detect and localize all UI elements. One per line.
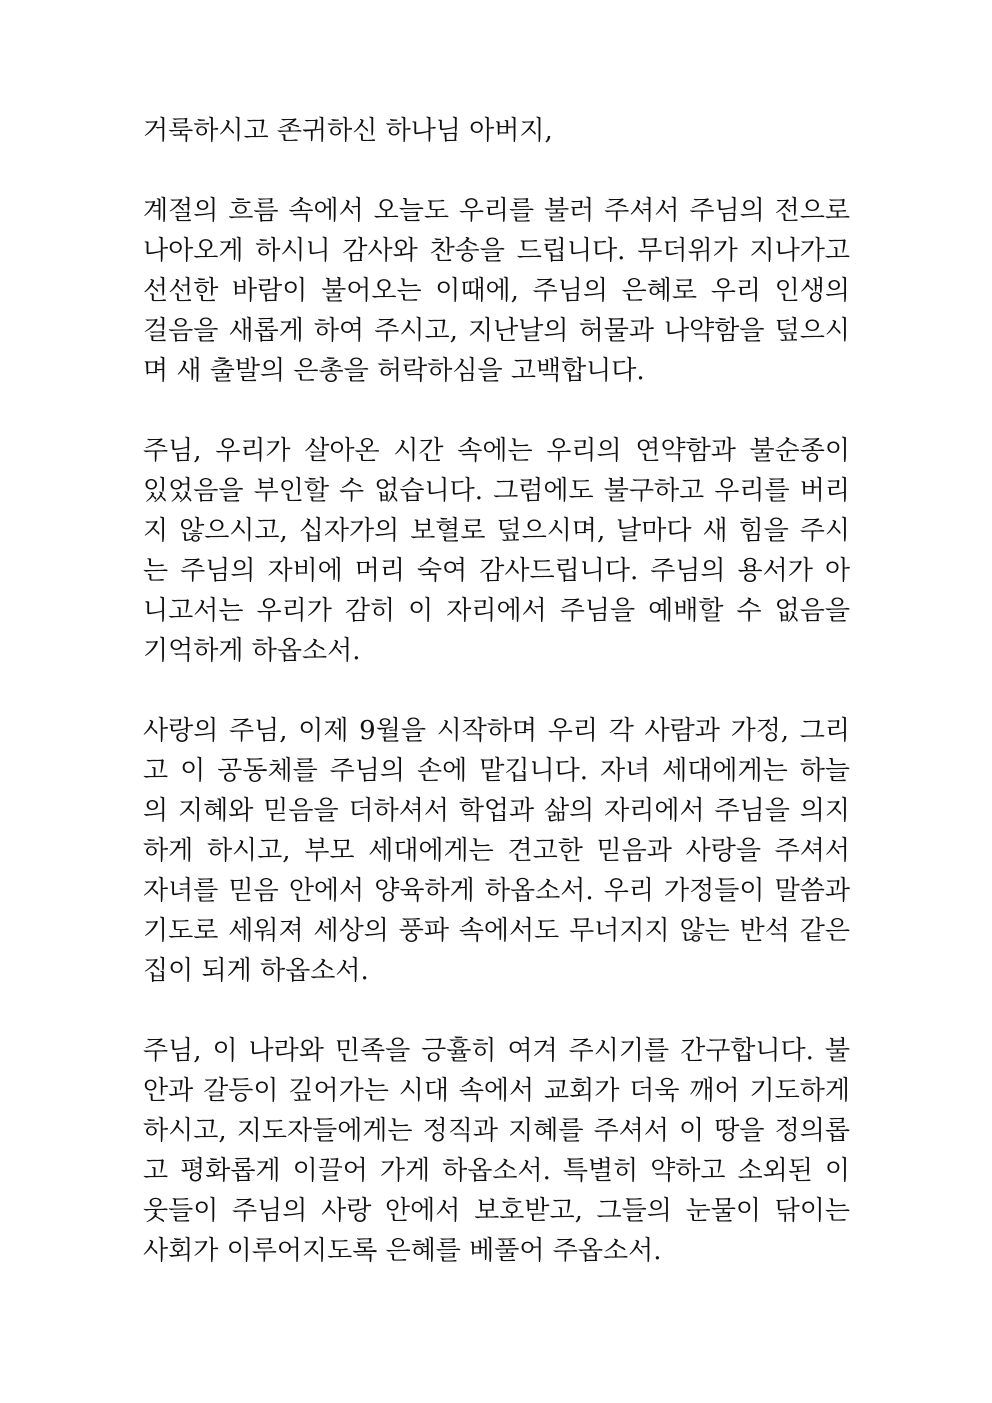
text-line: 안과 갈등이 깊어가는 시대 속에서 교회가 더욱 깨어 기도하게 (143, 1076, 850, 1106)
text-line: 기도로 세워져 세상의 풍파 속에서도 무너지지 않는 반석 같은 (143, 916, 850, 946)
paragraph-4 (143, 1031, 850, 1271)
text-line: 사회가 이루어지도록 은혜를 베풀어 주옵소서. (143, 1236, 662, 1266)
prayer-text (143, 111, 850, 1271)
text-line: 고 이 공동체를 주님의 손에 맡깁니다. 자녀 세대에게는 하늘 (143, 756, 850, 786)
text-line: 주님, 이 나라와 민족을 긍휼히 여겨 주시기를 간구합니다. 불 (143, 1036, 850, 1066)
text-line: 하시고, 지도자들에게는 정직과 지혜를 주셔서 이 땅을 정의롭 (143, 1116, 850, 1146)
text-line: 주님, 우리가 살아온 시간 속에는 우리의 연약함과 불순종이 (143, 436, 850, 466)
paragraph-2 (143, 431, 850, 671)
text-line: 지 않으시고, 십자가의 보혈로 덮으시며, 날마다 새 힘을 주시 (143, 516, 850, 546)
text-line: 나아오게 하시니 감사와 찬송을 드립니다. 무더위가 지나가고 (143, 236, 850, 266)
text-line: 자녀를 믿음 안에서 양육하게 하옵소서. 우리 가정들이 말씀과 (143, 876, 850, 906)
text-line: 집이 되게 하옵소서. (143, 956, 369, 986)
text-line: 기억하게 하옵소서. (143, 636, 361, 666)
text-line: 하게 하시고, 부모 세대에게는 견고한 믿음과 사랑을 주셔서 (143, 836, 850, 866)
salutation: 거룩하시고 존귀하신 하나님 아버지, (143, 116, 553, 146)
text-line: 고 평화롭게 이끌어 가게 하옵소서. 특별히 약하고 소외된 이 (143, 1156, 850, 1186)
text-line: 는 주님의 자비에 머리 숙여 감사드립니다. 주님의 용서가 아 (143, 556, 850, 586)
text-line: 웃들이 주님의 사랑 안에서 보호받고, 그들의 눈물이 닦이는 (143, 1196, 850, 1226)
text-line: 며 새 출발의 은총을 허락하심을 고백합니다. (143, 356, 645, 386)
text-line: 사랑의 주님, 이제 9월을 시작하며 우리 각 사람과 가정, 그리 (143, 716, 850, 746)
paragraph-3 (143, 711, 850, 991)
text-line: 계절의 흐름 속에서 오늘도 우리를 불러 주셔서 주님의 전으로 (143, 196, 850, 226)
text-line: 니고서는 우리가 감히 이 자리에서 주님을 예배할 수 없음을 (143, 596, 850, 626)
text-line: 선선한 바람이 불어오는 이때에, 주님의 은혜로 우리 인생의 (143, 276, 850, 306)
text-line: 의 지혜와 믿음을 더하셔서 학업과 삶의 자리에서 주님을 의지 (143, 796, 850, 826)
text-line: 있었음을 부인할 수 없습니다. 그럼에도 불구하고 우리를 버리 (143, 476, 850, 506)
paragraph-1 (143, 191, 850, 391)
text-line: 걸음을 새롭게 하여 주시고, 지난날의 허물과 나약함을 덮으시 (143, 316, 850, 346)
